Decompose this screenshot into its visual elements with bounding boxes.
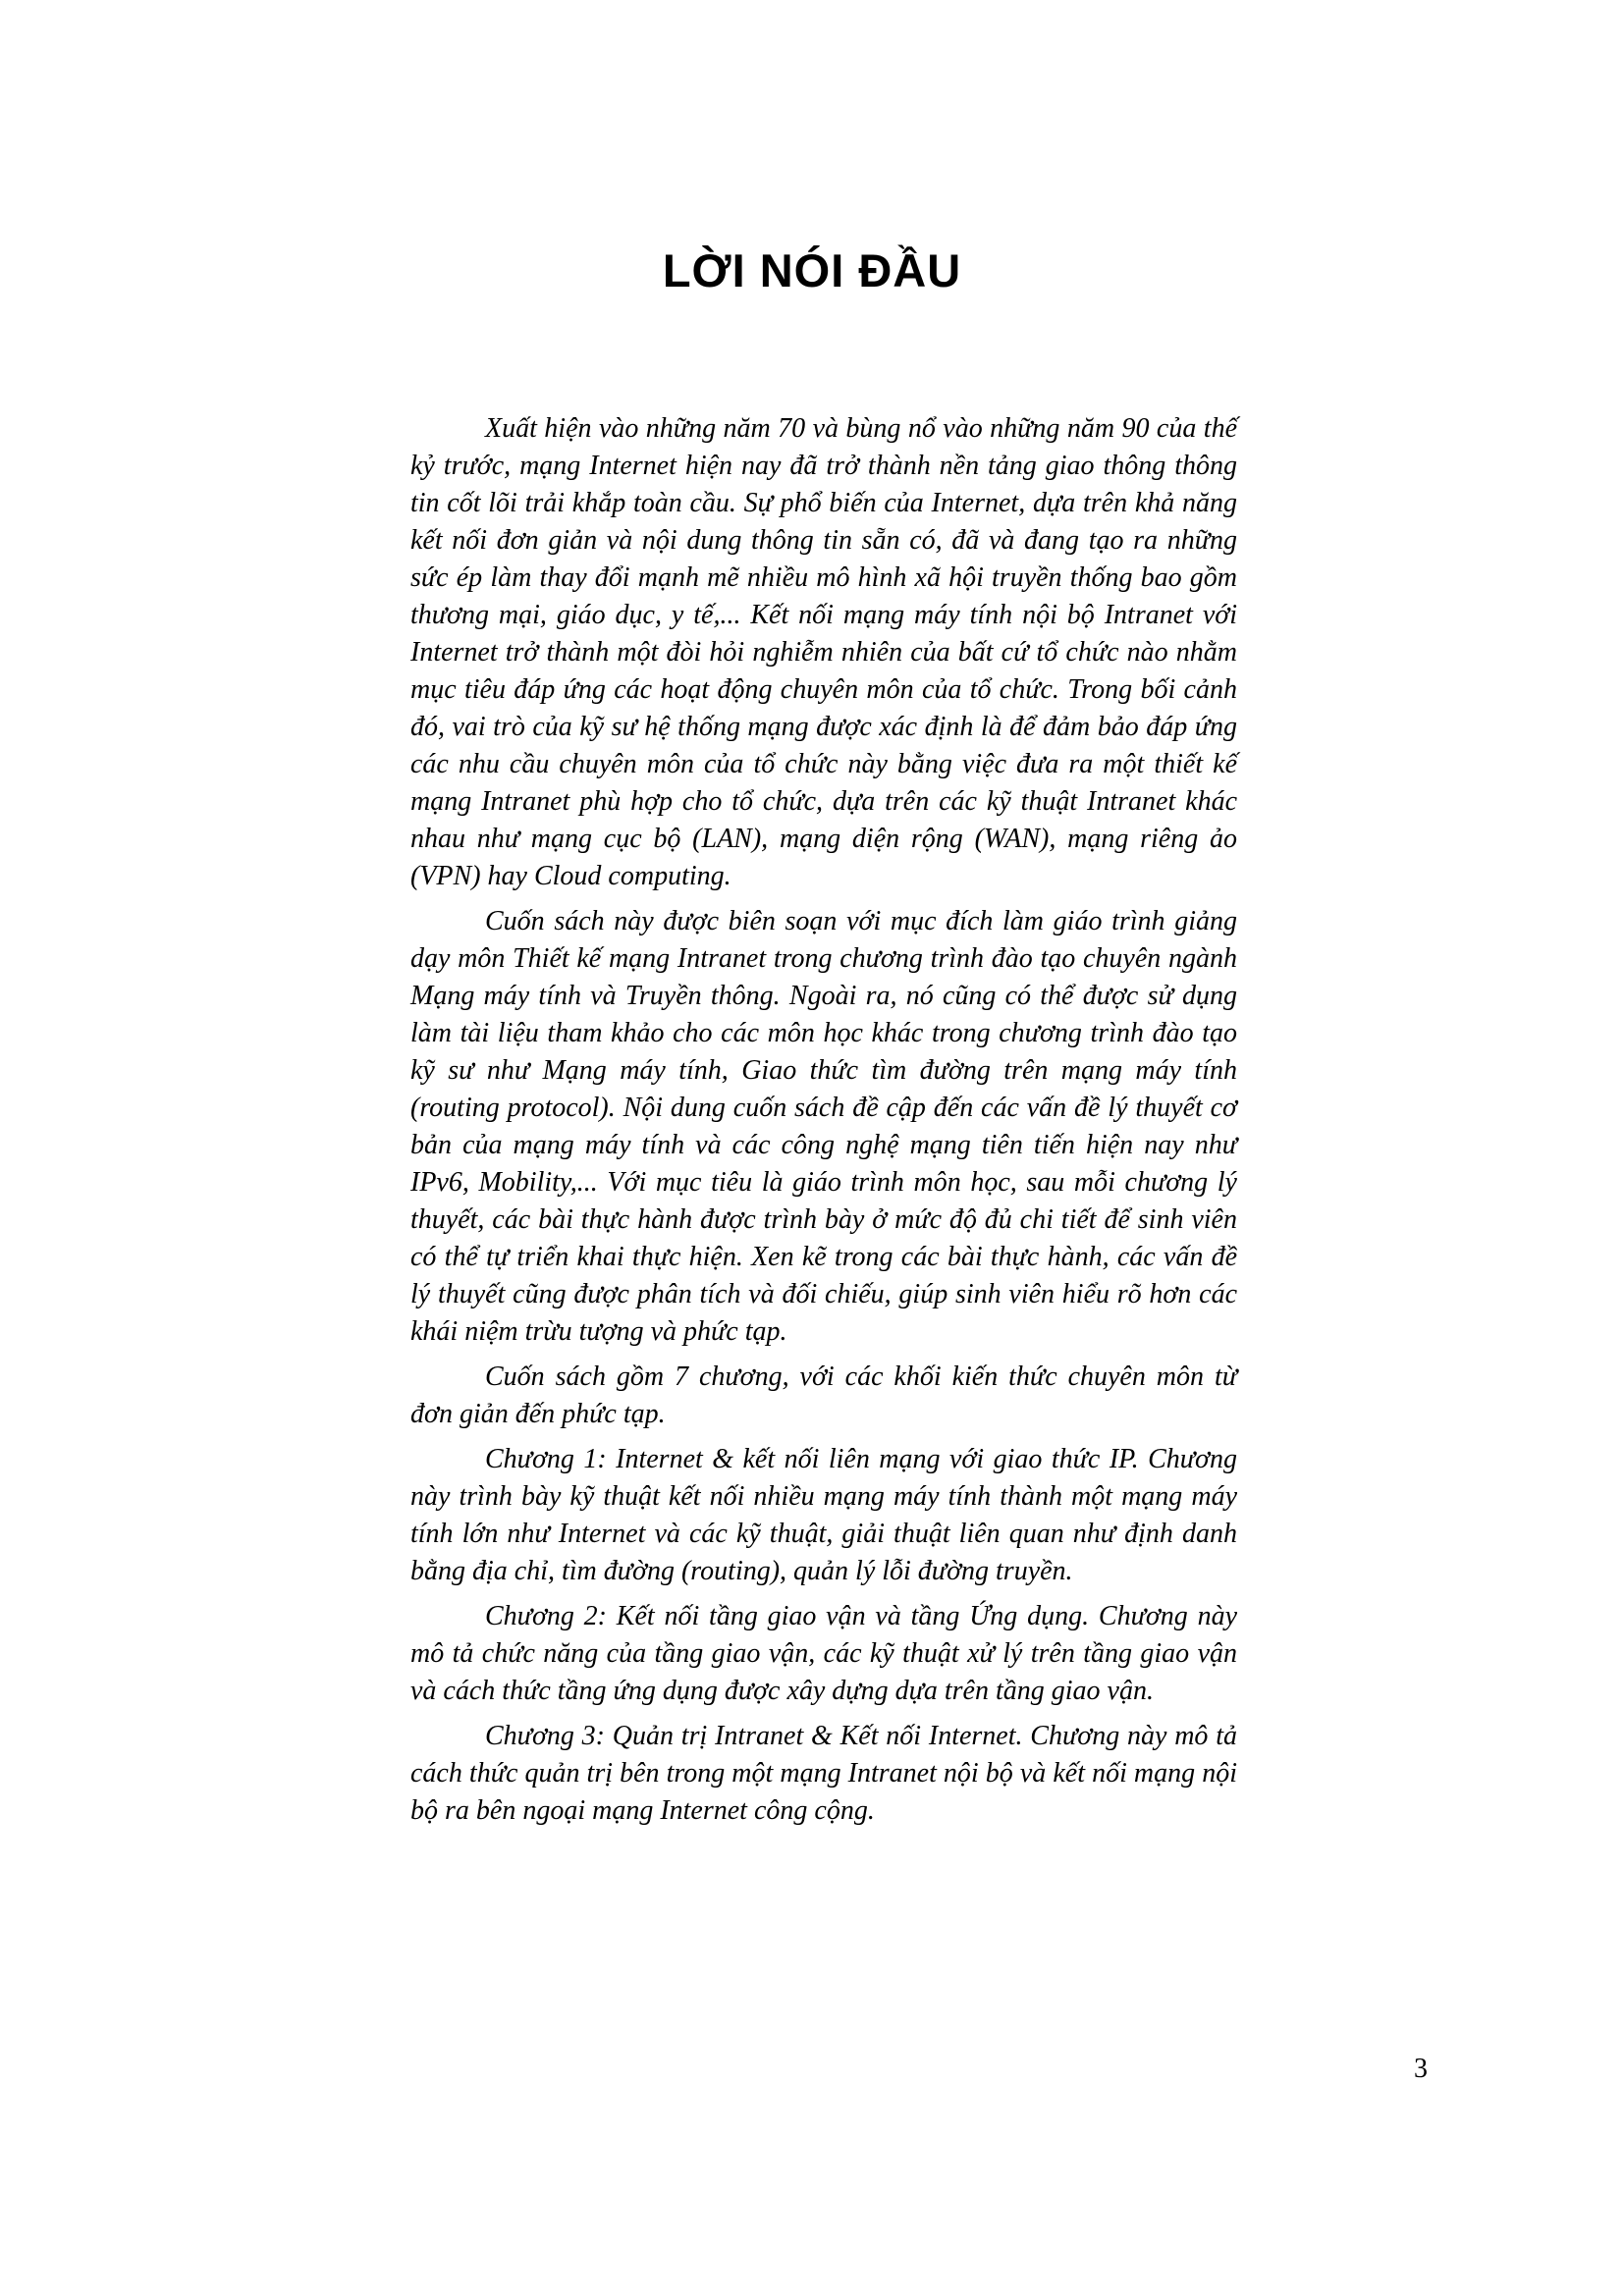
paragraph-book-purpose: Cuốn sách này được biên soạn với mục đích làm giáo trình giảng dạy môn Thiết kế mạng Intranet trong chương trình đào tạo chuyên ngành Mạng máy tính và Truyền thông. Ngoài ra, nó cũng có thể được sử dụng làm tài liệu tham khảo cho các môn học khác trong chương trình đào tạo kỹ sư như Mạng máy tính, Giao thức tìm đường trên mạng máy tính (routing protocol). Nội dung cuốn sách đề cập đến các vấn đề lý thuyết cơ bản của mạng máy tính và các công nghệ mạng tiên tiến hiện nay như IPv6, Mobility,... Với mục tiêu là giáo trình môn học, sau mỗi chương lý thuyết, các bài thực hành được trình bày ở mức độ đủ chi tiết để sinh viên có thể tự triển khai thực hiện. Xen kẽ trong các bài thực hành, các vấn đề lý thuyết cũng được phân tích và đối chiếu, giúp sinh viên hiểu rõ hơn các khái niệm trừu tượng và phức tạp. [410, 906, 1237, 1347]
paragraph-chapter-1: Chương 1: Internet & kết nối liên mạng với giao thức IP. Chương này trình bày kỹ thuật kết nối nhiều mạng máy tính thành một mạng máy tính lớn như Internet và các kỹ thuật, giải thuật liên quan như định danh bằng địa chỉ, tìm đường (routing), quản lý lỗi đường truyền. [410, 1444, 1237, 1586]
paragraph-intro: Xuất hiện vào những năm 70 và bùng nổ vào những năm 90 của thế kỷ trước, mạng Internet hiện nay đã trở thành nền tảng giao thông thông tin cốt lõi trải khắp toàn cầu. Sự phổ biến của Internet, dựa trên khả năng kết nối đơn giản và nội dung thông tin sẵn có, đã và đang tạo ra những sức ép làm thay đổi mạnh mẽ nhiều mô hình xã hội truyền thống bao gồm thương mại, giáo dục, y tế,... Kết nối mạng máy tính nội bộ Intranet với Internet trở thành một đòi hỏi nghiễm nhiên của bất cứ tổ chức nào nhằm mục tiêu đáp ứng các hoạt động chuyên môn của tổ chức. Trong bối cảnh đó, vai trò của kỹ sư hệ thống mạng được xác định là để đảm bảo đáp ứng các nhu cầu chuyên môn của tổ chức này bằng việc đưa ra một thiết kế mạng Intranet phù hợp cho tổ chức, dựa trên các kỹ thuật Intranet khác nhau như mạng cục bộ (LAN), mạng diện rộng (WAN), mạng riêng ảo (VPN) hay Cloud computing. [410, 413, 1237, 891]
page-title: LỜI NÓI ĐẦU [662, 244, 962, 296]
paragraph-chapter-3: Chương 3: Quản trị Intranet & Kết nối Internet. Chương này mô tả cách thức quản trị bên trong một mạng Intranet nội bộ và kết nối mạng nội bộ ra bên ngoại mạng Internet công cộng. [410, 1721, 1237, 1826]
paragraph-chapter-count: Cuốn sách gồm 7 chương, với các khối kiến thức chuyên môn từ đơn giản đến phức tạp. [410, 1362, 1237, 1429]
page-number: 3 [1414, 2054, 1428, 2084]
body-text [410, 410, 1237, 1838]
paragraph-chapter-2: Chương 2: Kết nối tầng giao vận và tầng Ứng dụng. Chương này mô tả chức năng của tầng giao vận, các kỹ thuật xử lý trên tầng giao vận và cách thức tầng ứng dụng được xây dựng dựa trên tầng giao vận. [410, 1601, 1237, 1706]
